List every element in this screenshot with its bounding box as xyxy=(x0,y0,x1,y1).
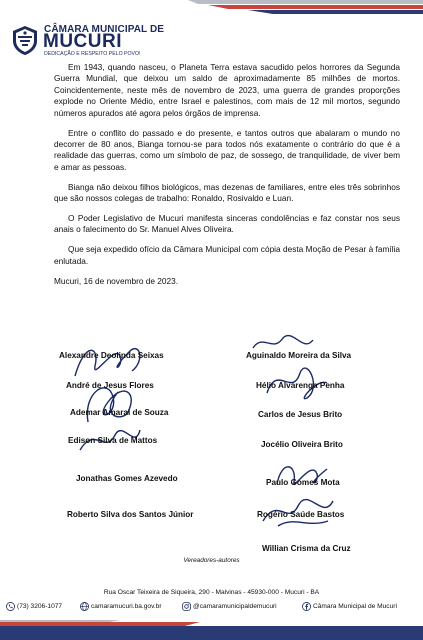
signatory-name: Hélio Alvarenga Penha xyxy=(256,381,345,390)
signatory-name: Aguinaldo Moreira da Silva xyxy=(246,351,352,360)
logo-main-text: MUCURI xyxy=(43,31,122,52)
phone-text: (73) 3206-1077 xyxy=(17,603,63,610)
signatory-name: Jonathas Gomes Azevedo xyxy=(76,474,178,483)
signatory-name: Alexandre Deolinda Seixas xyxy=(59,351,164,360)
body-paragraph: Que seja expedido ofício da Câmara Municipal com cópia desta Moção de Pesar à família enlutada. xyxy=(54,244,400,266)
signatory-name: Carlos de Jesus Brito xyxy=(258,410,343,419)
footer-facebook[interactable] xyxy=(302,602,397,611)
signatory-name: Rogério Saúde Bastos xyxy=(257,510,345,519)
body-paragraph: Em 1943, quando nasceu, o Planeta Terra estava sacudido pelos horrores da Segunda Guerra Mundial, que deixou um saldo de aproximadamente 85 milhões de mortos. Coincidentemente, neste mês de novembro de 2023, uma guerra de grandes proporções explode no Oriente Médio, entre Israel e palestinos, com mais de 12 mil mortos, segundo números apurados até agora pelos órgãos de imprensa. xyxy=(54,62,400,118)
signatory-name: Edison Silva de Mattos xyxy=(68,436,158,445)
footer-address: Rua Oscar Teixeira de Siqueira, 290 - Malvinas - 45930-000 - Mucuri - BA xyxy=(103,589,320,596)
handwritten-signature xyxy=(258,486,338,532)
body-paragraph: O Poder Legislativo de Mucuri manifesta sinceras condolências e faz constar nos seus anais o falecimento do Sr. Manuel Alves Oliveira. xyxy=(54,212,400,235)
facebook-text[interactable]: Câmara Municipal de Mucuri xyxy=(313,603,397,610)
signatory-name: Roberto Silva dos Santos Júnior xyxy=(67,510,194,519)
logo-top-text: CÂMARA MUNICIPAL DE xyxy=(44,24,165,35)
signatory-name: Willian Crisma da Cruz xyxy=(262,544,351,553)
logo-slogan-text: DEDICAÇÃO E RESPEITO PELO POVO! xyxy=(44,51,141,57)
body-paragraph: Bianga não deixou filhos biológicos, mas dezenas de familiares, entre eles três sobrinhos que são nossos colegas de trabalho: Ronaldo, Rosivaldo e Luan. xyxy=(54,181,400,204)
authors-role: Vereadores-autores xyxy=(183,557,240,564)
signatory-name: Jocélio Oliveira Brito xyxy=(261,440,343,449)
signatory-name: Ademar Amaral de Souza xyxy=(70,408,169,417)
footer-phone xyxy=(6,602,62,611)
footer-website[interactable] xyxy=(80,602,162,611)
signatory-name: André de Jesus Flores xyxy=(66,381,154,390)
document-date: Mucuri, 16 de novembro de 2023. xyxy=(54,275,179,286)
signatory-name: Paulo Gomes Mota xyxy=(266,478,340,487)
footer-stripes xyxy=(0,620,423,640)
body-paragraph: Entre o conflito do passado e do presente, e tantos outros que abalaram o mundo no decorrer de 80 anos, Bianga tornou-se para todos nós exatamente o contrário do que é a realidade das guerras, como um símbolo de paz, de sossego, de tranquilidade, de viver bem e amar as pessoas. xyxy=(54,127,400,172)
phone-icon xyxy=(6,602,15,611)
instagram-icon xyxy=(182,602,191,611)
instagram-text[interactable]: @camaramunicipaldemucuri xyxy=(193,603,277,610)
facebook-icon xyxy=(302,602,311,611)
footer-contacts xyxy=(6,602,417,614)
globe-icon xyxy=(80,602,89,611)
footer-instagram[interactable] xyxy=(182,602,277,611)
website-text[interactable]: camaramucuri.ba.gov.br xyxy=(91,603,162,610)
